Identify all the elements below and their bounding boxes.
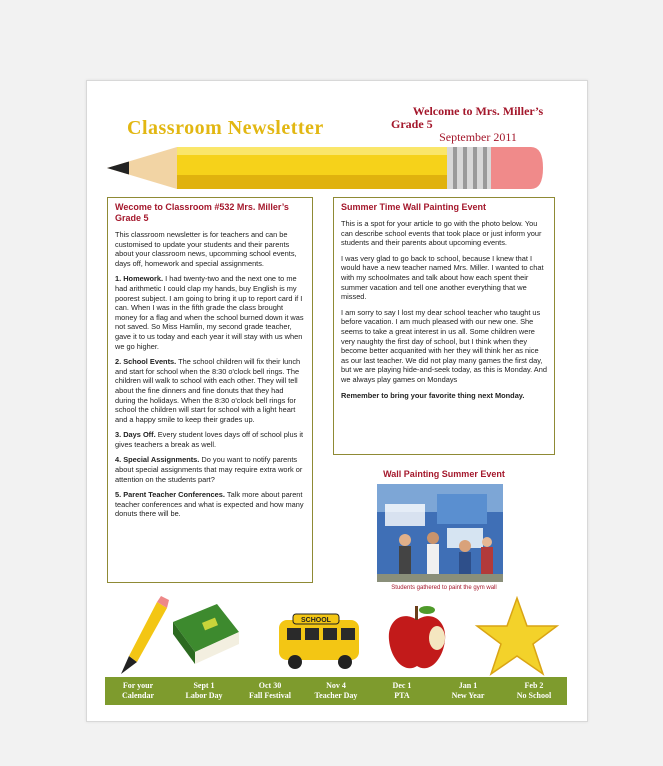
school-bus-icon [279,614,359,669]
pencil-banner-icon [107,145,547,191]
list-item: 4. Special Assignments. Do you want to notify parents about special assignments that may require extra work or attention on the students part? [115,455,303,484]
photo-title: Wall Painting Summer Event [383,469,505,479]
calendar-event: Feb 2 No School [516,681,552,700]
welcome-block [383,105,573,144]
calendar-bar [105,677,567,705]
book-icon [173,604,239,664]
calendar-event: For your Calendar [122,681,154,700]
newsletter-date: September 2011 [439,130,517,144]
article-closing: Remember to bring your favorite thing next Monday. [341,390,525,400]
newsletter-title: Classroom Newsletter [127,117,324,139]
grade-line: Grade 5 [391,117,433,131]
calendar-event: Oct 30 Fall Festival [249,681,291,700]
list-item: 2. School Events. The school children will fix their lunch and start for school when the 8:30 o'clock bell rings. The children will walk to school with each other. They will tell about the fine dinners and fine donuts that they had during the holidays. When the 8:30 o'clock bell rings for school the children will start for school with a light heart and a happy smile to keep their grades up. [115,357,301,424]
pencil-icon [121,596,169,674]
wall-painting-photo [377,484,503,582]
photo-caption: Students gathered to paint the gym wall [391,585,497,591]
list-item: 5. Parent Teacher Conferences. Talk more about parent teacher conferences and what is expected and how many donuts there will be. [115,490,304,519]
classroom-news-box [107,197,313,583]
article-paragraph: This is a spot for your article to go with the photo below. You can describe school events that took place or just inform your students and their parents about upcoming events. [341,219,542,248]
decor-icons-row [107,596,567,678]
star-icon [477,598,557,674]
newsletter-page [86,80,588,722]
calendar-event: Jan 1 New Year [451,681,485,700]
event-article-box [333,197,555,455]
article-paragraph: I was very glad to go back to school, because I knew that I would have a new teacher named Mrs. Miller. I wanted to chat with my schoolmates and talk about how each spent their summer vacation and tell one another everything that we missed. [341,253,544,302]
calendar-event: Nov 4 Teacher Day [314,681,358,700]
apple-icon [389,606,445,668]
right-column-heading: Summer Time Wall Painting Event [341,202,487,212]
left-column-heading: Wecome to Classroom #532 Mrs. Miller’s Grade 5 [115,202,289,223]
list-item: 1. Homework. I had twenty-two and the next one to me had arithmetic I could clap my hands, buy English is my poorest subject. I am going to bring it up to report card if I can. When I was in the fifth grade the class brought money for a flag and when the school burned down it was not saved. So Miss Hamlin, my second grade teacher, gave it to us today and each year it will stay with us when we go higher. [115,274,304,351]
bus-sign-text: SCHOOL [301,617,331,624]
calendar-event: Dec 1 PTA [392,681,412,700]
welcome-line: Welcome to Mrs. Miller’s [412,104,544,118]
left-intro: This classroom newsletter is for teachers and can be customised to update your students and their parents about your classroom news, upcomming school events, days off, homework and special assignments. [115,230,297,268]
list-item: 3. Days Off. Every student loves days off of school plus it gives teachers a break as well. [115,430,304,449]
article-paragraph: I am sorry to say I lost my dear school teacher who taught us before vacation. I am much pleased with our new one. She seems to take a great interest in us all. Some children were very naughty the first day of school, but I think when they become better acquanited with her they will think her as nice as our last teacher. We did not play many games the first day, but we are playing hide-and-seek today, as this is Monday. And we always play games on Mondays [341,307,547,384]
calendar-event: Sept 1 Labor Day [185,681,223,700]
